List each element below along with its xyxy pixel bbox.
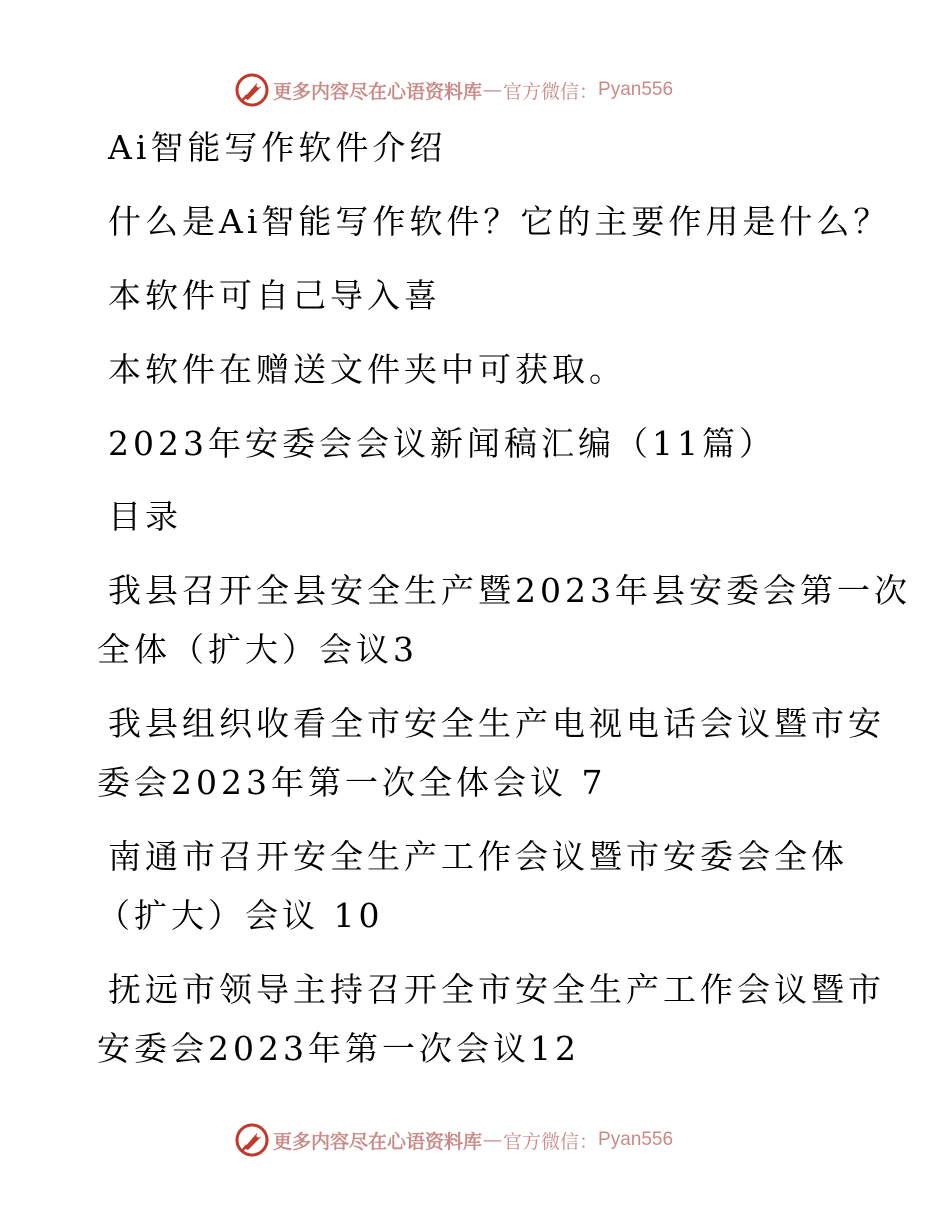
toc-item-2-line-1: 我县组织收看全市安全生产电视电话会议暨市安 <box>108 704 885 743</box>
import-line: 本软件可自己导入喜 <box>108 276 441 315</box>
header-watermark <box>235 72 673 108</box>
watermark-wechat-id: Pyan556 <box>598 79 674 100</box>
toc-item-4-line-2: 安委会2023年第一次会议12 <box>97 1029 580 1068</box>
pen-nib-logo-icon <box>235 73 269 107</box>
question-line: 什么是Ai智能写作软件？它的主要作用是什么？ <box>108 202 891 241</box>
toc-item-3-line-1: 南通市召开安全生产工作会议暨市安委会全体 <box>108 837 848 876</box>
toc-item-2-line-2: 委会2023年第一次全体会议 7 <box>97 763 607 802</box>
toc-item-4-line-1: 抚远市领导主持召开全市安全生产工作会议暨市 <box>108 970 885 1009</box>
watermark-wechat-label: 官方微信： <box>503 80 599 103</box>
compilation-title: 2023年安委会会议新闻稿汇编（11篇） <box>108 424 776 463</box>
pen-nib-logo-icon <box>235 1123 269 1157</box>
gift-folder-line: 本软件在赠送文件夹中可获取。 <box>108 350 626 389</box>
toc-item-1-line-1: 我县召开全县安全生产暨2023年县安委会第一次 <box>108 571 911 610</box>
watermark-site-text: 更多内容尽在心语资料库 <box>273 1130 483 1153</box>
toc-item-3-line-2: （扩大）会议 10 <box>97 896 384 935</box>
watermark-wechat-id: Pyan556 <box>598 1129 674 1150</box>
footer-watermark <box>235 1122 673 1158</box>
watermark-site-text: 更多内容尽在心语资料库 <box>273 80 483 103</box>
toc-item-1-line-2: 全体（扩大）会议3 <box>97 630 418 669</box>
watermark-wechat-label: 官方微信： <box>503 1130 599 1153</box>
toc-heading: 目录 <box>108 497 182 536</box>
watermark-separator: — <box>483 1129 503 1151</box>
watermark-separator: — <box>483 79 503 101</box>
heading-software-intro: Ai智能写作软件介绍 <box>108 128 447 167</box>
